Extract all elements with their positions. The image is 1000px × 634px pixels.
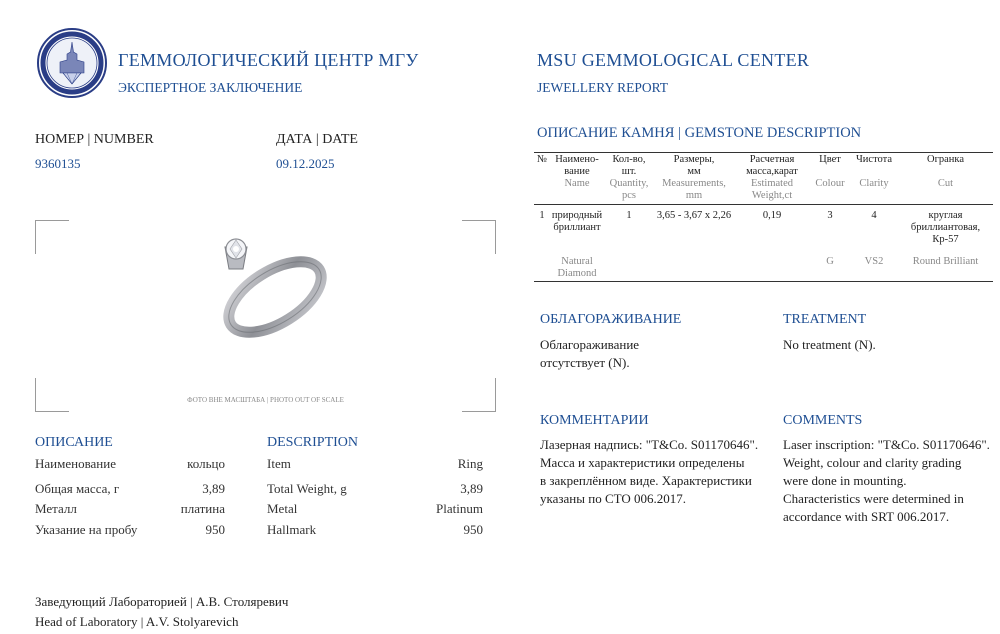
description-value: 3,89	[460, 481, 483, 496]
description-value: кольцо	[187, 456, 225, 471]
gemstone-header-en-cell: Estimated Weight,ct	[734, 178, 810, 205]
comments-title-en: COMMENTS	[783, 413, 863, 428]
gemstone-header-cell: Расчетная масса,карат	[746, 154, 798, 177]
description-row	[35, 481, 225, 497]
gemstone-header-en-cell: Colour	[810, 178, 850, 205]
gemstone-row-en	[534, 246, 993, 282]
gemstone-cell: 0,19	[762, 210, 782, 221]
gemstone-title: ОПИСАНИЕ КАМНЯ | GEMSTONE DESCRIPTION	[537, 125, 862, 141]
comments-text-ru: Лазерная надпись: "T&Co. S01170646". Масса и характеристики определены в закреплённом виде. Характеристики указаны по СТО 006.2017.	[540, 437, 759, 506]
comments-text-en: Laser inscription: "T&Co. S01170646". Weight, colour and clarity grading were done in mounting. Characteristics were determined in accordance with SRT 006.2017.	[783, 437, 990, 524]
gemstone-header-cell: Размеры, мм	[673, 154, 715, 177]
gemstone-cell: круглая бриллиантовая, Кр-57	[910, 210, 981, 245]
description-label: Наименование	[35, 456, 116, 471]
gemstone-header-cell: Огранка	[926, 154, 965, 165]
gemstone-en-cell: G	[810, 246, 850, 282]
description-value: Ring	[457, 456, 483, 471]
description-row	[35, 456, 225, 472]
header-title-ru: ГЕММОЛОГИЧЕСКИЙ ЦЕНТР МГУ	[118, 50, 419, 70]
gemstone-header-cell: №	[536, 154, 548, 165]
description-value: 950	[205, 522, 225, 537]
gemstone-header-en-cell: Name	[550, 178, 604, 205]
description-label: Металл	[35, 501, 77, 516]
gemstone-header-row-en	[534, 178, 993, 205]
description-value: 950	[463, 522, 483, 537]
gemstone-header-cell: Кол-во, шт.	[612, 154, 646, 177]
header-subtitle-en: JEWELLERY REPORT	[537, 80, 669, 95]
gemstone-header-row	[534, 153, 993, 179]
gemstone-row	[534, 205, 993, 247]
gemstone-table	[534, 152, 993, 282]
gemstone-header-en-cell: Clarity	[850, 178, 898, 205]
photo-frame-corner	[462, 220, 496, 254]
photo-frame-corner	[35, 378, 69, 412]
gemstone-cell: 3,65 - 3,67 x 2,26	[656, 210, 732, 221]
signature-ru: Заведующий Лабораторией | А.В. Столяревич	[35, 594, 289, 609]
gemstone-cell: 1	[626, 210, 632, 221]
description-row	[267, 481, 483, 497]
gemstone-header-cell: Чистота	[855, 154, 893, 165]
gemstone-header-en-cell: Quantity, pcs	[604, 178, 654, 205]
msu-logo-icon	[37, 28, 107, 98]
gemstone-en-cell	[734, 246, 810, 282]
gemstone-en-cell: Round Brilliant	[898, 246, 993, 282]
treatment-title-en: TREATMENT	[783, 312, 867, 327]
number-value: 9360135	[35, 156, 81, 171]
date-value: 09.12.2025	[276, 156, 335, 171]
description-row	[267, 501, 483, 517]
description-title-ru: ОПИСАНИЕ	[35, 435, 113, 450]
gemstone-header-cell: Наимено- вание	[555, 154, 599, 177]
description-label: Metal	[267, 501, 298, 516]
gemstone-en-cell	[604, 246, 654, 282]
photo-frame-corner	[462, 378, 496, 412]
gemstone-en-cell	[534, 246, 550, 282]
gemstone-cell: 1	[539, 210, 545, 221]
signature-en: Head of Laboratory | A.V. Stolyarevich	[35, 614, 239, 629]
description-label: Hallmark	[267, 522, 317, 537]
description-row	[267, 456, 483, 472]
description-label: Общая масса, г	[35, 481, 120, 496]
gemstone-cell: 4	[871, 210, 877, 221]
description-row	[35, 501, 225, 517]
treatment-text-en: No treatment (N).	[783, 337, 876, 352]
treatment-title-ru: ОБЛАГОРАЖИВАНИЕ	[540, 312, 682, 327]
gemstone-en-cell: VS2	[850, 246, 898, 282]
description-label: Total Weight, g	[267, 481, 347, 496]
gemstone-header-en-cell: Measurements, mm	[654, 178, 734, 205]
description-label: Указание на пробу	[35, 522, 138, 537]
number-label: НОМЕР | NUMBER	[35, 132, 154, 147]
gemstone-header-en-cell	[534, 178, 550, 205]
gemstone-header-en-cell: Cut	[898, 178, 993, 205]
photo-frame-corner	[35, 220, 69, 254]
description-value: Platinum	[436, 501, 483, 516]
description-title-en: DESCRIPTION	[267, 435, 359, 450]
gemstone-en-cell: Natural Diamond	[550, 246, 604, 282]
description-row	[267, 522, 483, 538]
header-subtitle-ru: ЭКСПЕРТНОЕ ЗАКЛЮЧЕНИЕ	[118, 80, 303, 95]
date-label: ДАТА | DATE	[276, 132, 358, 147]
treatment-text-ru: Облагораживание отсутствует (N).	[540, 337, 640, 370]
photo-note: ФОТО ВНЕ МАСШТАБА | PHOTO OUT OF SCALE	[187, 396, 344, 404]
header-title-en: MSU GEMMOLOGICAL CENTER	[537, 50, 810, 70]
gemstone-cell: природный бриллиант	[551, 210, 603, 233]
description-value: 3,89	[202, 481, 225, 496]
gemstone-en-cell	[654, 246, 734, 282]
ring-photo	[195, 225, 335, 355]
gemstone-header-cell: Цвет	[819, 154, 841, 165]
description-label: Item	[267, 456, 291, 471]
comments-title-ru: КОММЕНТАРИИ	[540, 413, 649, 428]
description-value: платина	[180, 501, 225, 516]
gemstone-cell: 3	[827, 210, 833, 221]
description-row	[35, 522, 225, 538]
